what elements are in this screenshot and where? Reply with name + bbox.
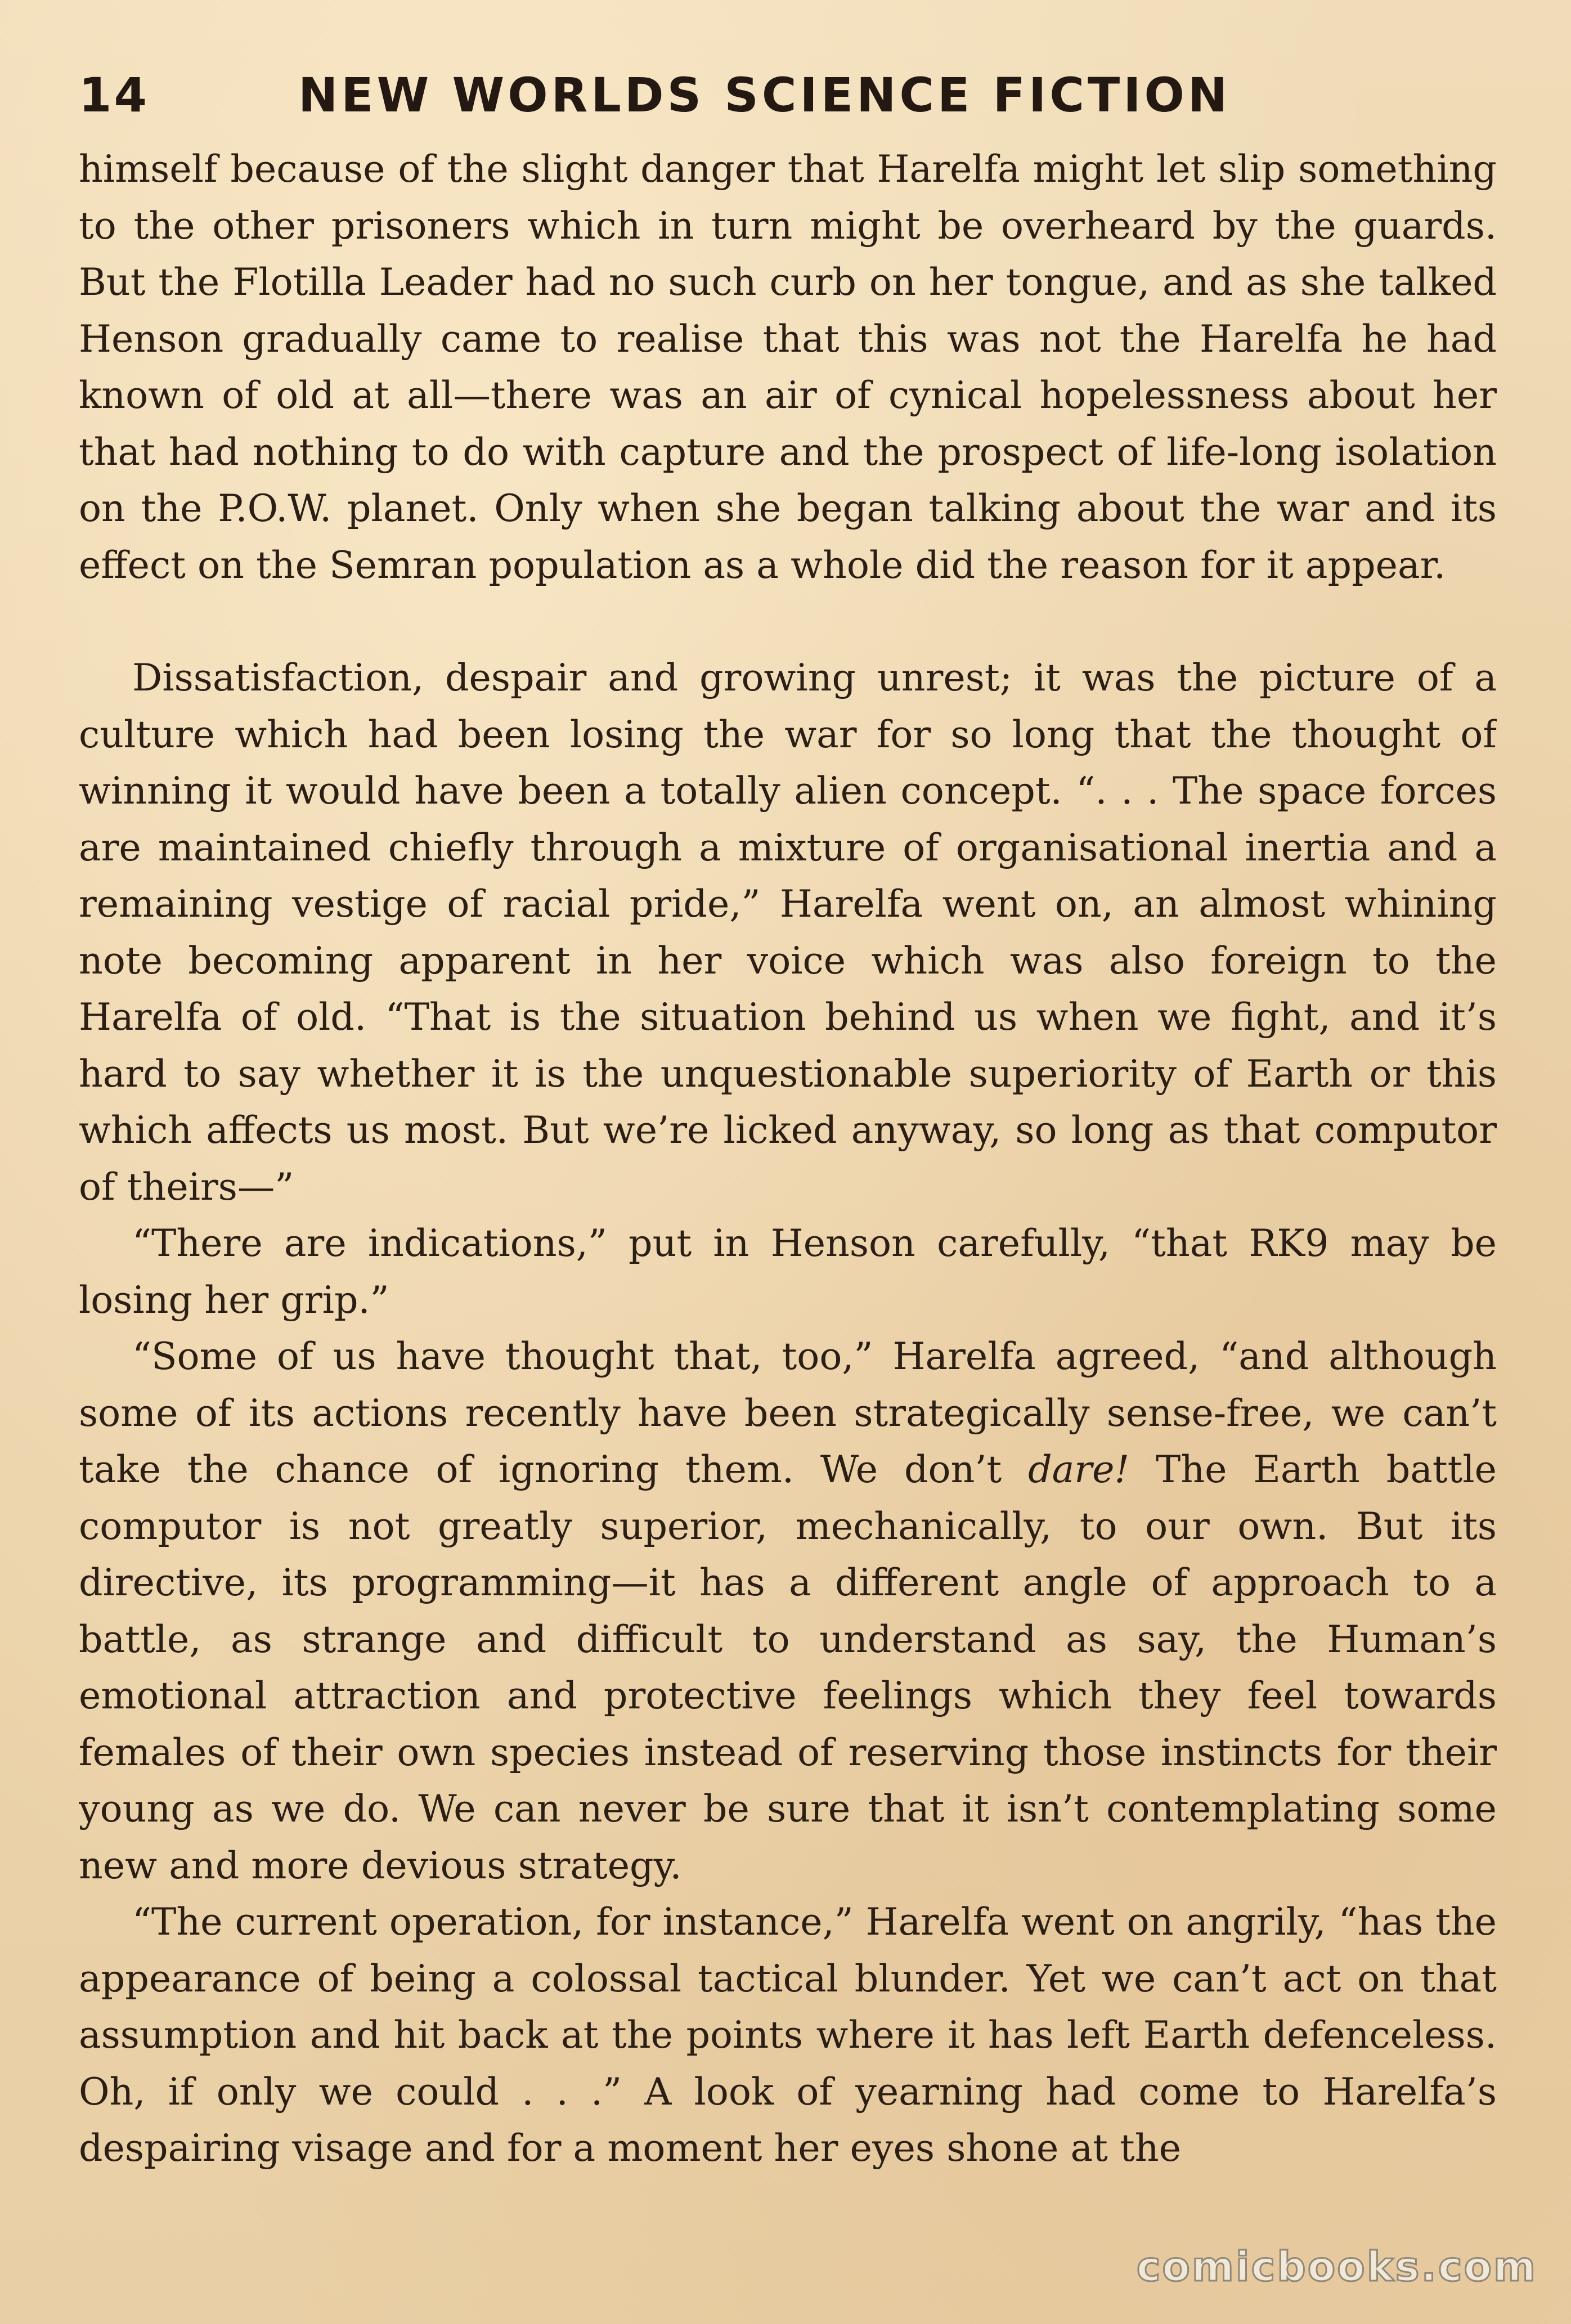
paragraph-5: “The current operation, for instance,” Harelfa went on angrily, “has the appearance of being a colossal tactical blunder. Yet we can’t act on that assumption and hit back at the points where it has left Earth defenceless. Oh, if only we could . . .” A look of yearning had come to Harelfa’s despairing visage and for a moment her eyes shone at the: [79, 1900, 1497, 2170]
emphasis-dare: dare!: [1028, 1447, 1130, 1491]
paragraph-4-part-1: “Some of us have thought that, too,” Harelfa agreed, “and although some of its actions recently have been strategically sense-free, we can’t take the chance of ignoring them. We don’t: [79, 1334, 1497, 1491]
book-page: [79, 68, 1497, 2262]
paragraph-3: “There are indications,” put in Henson carefully, “that RK9 may be losing her grip.”: [79, 1221, 1497, 1322]
page-number: 14: [79, 68, 149, 123]
paragraph-4: [79, 1328, 1497, 1894]
paragraph-4-part-2: The Earth battle computor is not greatly superior, mechanically, to our own. But its directive, its programming—it has a different angle of approach to a battle, as strange and difficult to understand as say, the Human’s emotional attraction and protective feelings which they feel towards females of their own species instead of reserving those instincts for their young as we do. We can never be sure that it isn’t contemplating some new and more devious strategy.: [79, 1447, 1497, 1887]
magazine-title: NEW WORLDS SCIENCE FICTION: [298, 68, 1231, 123]
story-text: [79, 141, 1497, 2177]
paragraph-2: Dissatisfaction, despair and growing unrest; it was the picture of a culture which had been losing the war for so long that the thought of winning it would have been a totally alien concept. “. . . The space forces are maintained chiefly through a mixture of organisational inertia and a remaining vestige of racial pride,” Harelfa went on, an almost whining note becoming apparent in her voice which was also foreign to the Harelfa of old. “That is the situation behind us when we fight, and it’s hard to say whether it is the unquestionable superiority of Earth or this which affects us most. But we’re licked anyway, so long as that computor of theirs—”: [79, 656, 1497, 1209]
running-head: [79, 68, 1497, 141]
site-watermark: comicbooks.com: [1136, 2243, 1537, 2290]
paragraph-1: himself because of the slight danger that Harelfa might let slip something to the other prisoners which in turn might be overheard by the guards. But the Flotilla Leader had no such curb on her tongue, and as she talked Henson gradually came to realise that this was not the Harelfa he had known of old at all—there was an air of cynical hopelessness about her that had nothing to do with capture and the prospect of life-long isolation on the P.O.W. planet. Only when she began talking about the war and its effect on the Semran population as a whole did the reason for it appear.: [79, 147, 1497, 587]
